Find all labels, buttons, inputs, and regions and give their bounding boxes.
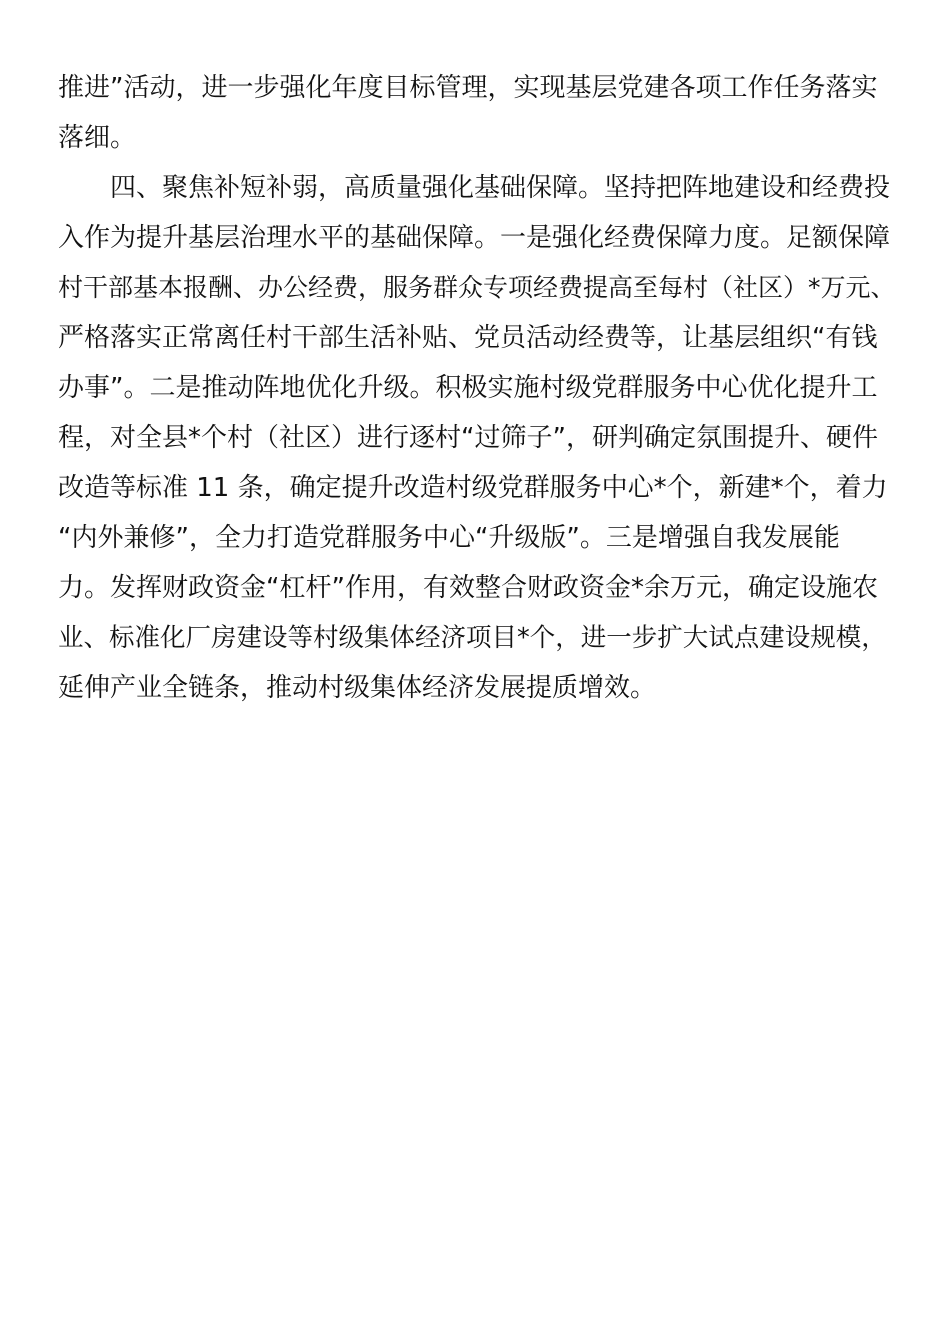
text-line-1: 推进”活动，进一步强化年度目标管理，实现基层党建各项工作任务落实 — [58, 73, 878, 103]
text-line-9: 改造等标准 11 条，确定提升改造村级党群服务中心*个，新建*个，着力 — [58, 473, 888, 503]
text-line-11: 力。发挥财政资金“杠杆”作用，有效整合财政资金*余万元，确定设施农 — [58, 573, 878, 603]
text-line-12: 业、标准化厂房建设等村级集体经济项目*个，进一步扩大试点建设规模， — [58, 623, 887, 653]
text-line-7: 办事”。二是推动阵地优化升级。积极实施村级党群服务中心优化提升工 — [58, 373, 878, 403]
text-line-10: “内外兼修”，全力打造党群服务中心“升级版”。三是增强自我发展能 — [58, 523, 840, 553]
text-line-5: 村干部基本报酬、办公经费，服务群众专项经费提高至每村（社区）*万元、 — [58, 273, 896, 302]
text-line-2: 落细。 — [58, 123, 137, 153]
text-line-8: 程，对全县*个村（社区）进行逐村“过筛子”，研判确定氛围提升、硬件 — [58, 423, 878, 453]
text-line-4: 入作为提升基层治理水平的基础保障。一是强化经费保障力度。足额保障 — [58, 223, 891, 253]
text-line-13: 延伸产业全链条，推动村级集体经济发展提质增效。 — [58, 673, 657, 703]
text-line-3: 四、聚焦补短补弱，高质量强化基础保障。坚持把阵地建设和经费投 — [58, 173, 891, 203]
text-line-6: 严格落实正常离任村干部生活补贴、党员活动经费等，让基层组织“有钱 — [58, 323, 878, 353]
